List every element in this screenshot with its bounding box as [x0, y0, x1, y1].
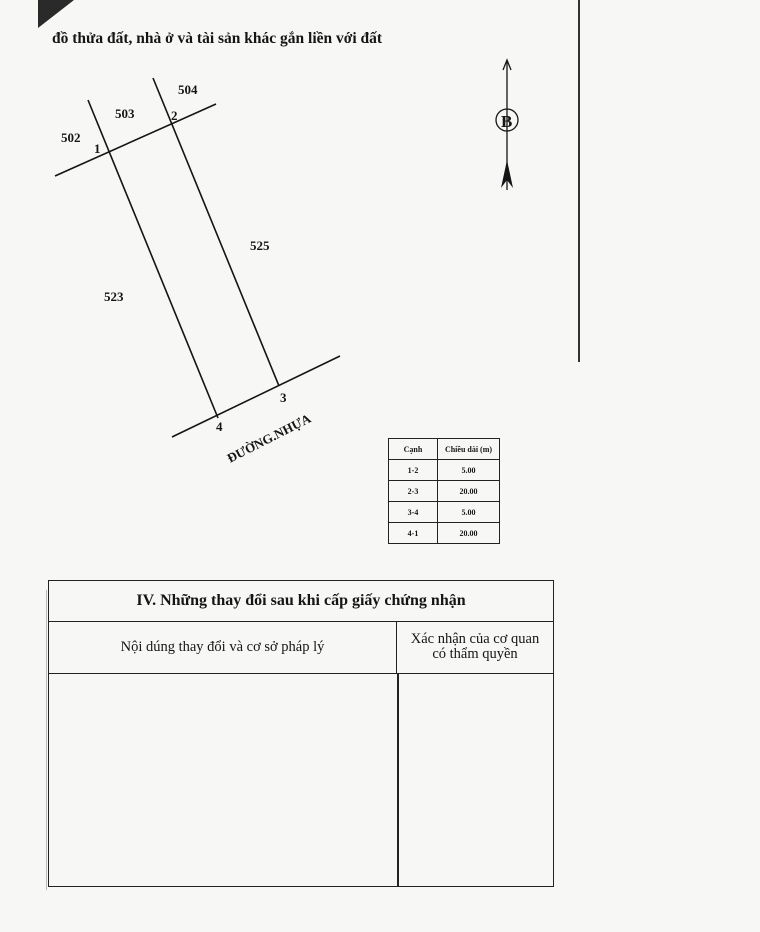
edge-cell: 1-2	[389, 460, 438, 481]
table-header-row	[389, 439, 500, 460]
table-row	[389, 502, 500, 523]
table-row	[389, 481, 500, 502]
parcel-label-502: 502	[61, 130, 81, 145]
west-boundary-line	[88, 100, 218, 418]
length-column-header: Chiều dài (m)	[438, 439, 500, 460]
east-boundary-line	[153, 78, 279, 386]
vertex-label-4: 4	[216, 419, 223, 434]
road-label: ĐƯỜNG.NHỰA	[224, 410, 314, 466]
parcel-label-503: 503	[115, 106, 135, 121]
vertex-label-2: 2	[171, 108, 178, 123]
authority-confirmation-line1: Xác nhận của cơ quan	[410, 631, 540, 647]
edge-column-header: Cạnh	[389, 439, 438, 460]
change-content-header: Nội dúng thay đổi và cơ sở pháp lý	[49, 621, 397, 673]
margin-line	[46, 590, 47, 890]
changes-section	[48, 580, 554, 887]
parcel-label-504: 504	[178, 82, 198, 97]
page-title: đồ thửa đất, nhà ở và tài sản khác gắn liền với đất	[52, 30, 383, 47]
changes-column-headers	[49, 621, 553, 674]
authority-confirmation-header	[397, 621, 553, 673]
table-row	[389, 523, 500, 544]
length-cell: 20.00	[438, 523, 500, 544]
compass-letter: B	[501, 112, 513, 131]
vertex-label-3: 3	[280, 390, 287, 405]
vertex-label-1: 1	[94, 141, 101, 156]
edge-cell: 3-4	[389, 502, 438, 523]
edge-cell: 4-1	[389, 523, 438, 544]
changes-section-title: IV. Những thay đổi sau khi cấp giấy chứng nhận	[49, 581, 553, 622]
parcel-label-523: 523	[104, 289, 124, 304]
length-cell: 5.00	[438, 502, 500, 523]
parcel-label-525: 525	[250, 238, 270, 253]
authority-confirmation-line2: có thẩm quyền	[432, 646, 518, 662]
length-cell: 5.00	[438, 460, 500, 481]
changes-column-divider	[397, 673, 399, 886]
length-cell: 20.00	[438, 481, 500, 502]
table-row	[389, 460, 500, 481]
edge-cell: 2-3	[389, 481, 438, 502]
edge-length-table	[388, 438, 500, 544]
